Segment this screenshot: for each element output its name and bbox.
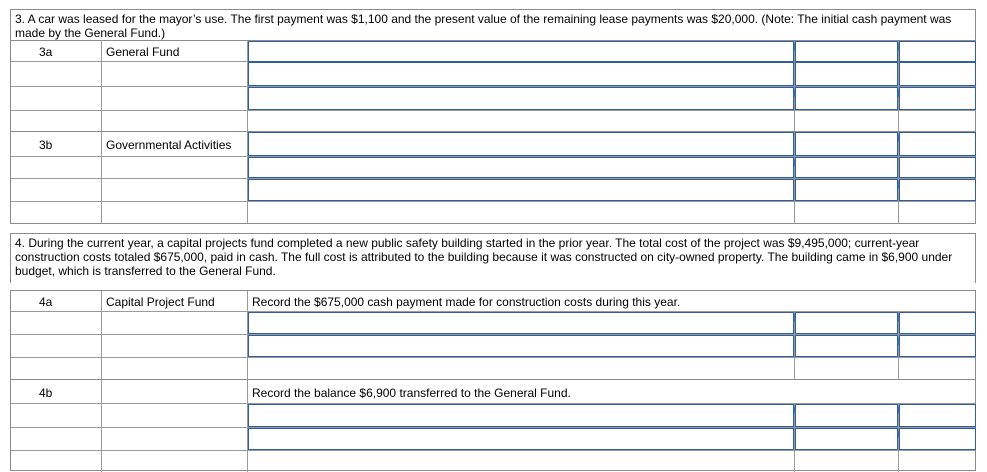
journal-block-4b [10,379,976,471]
fund-label-3b: Governmental Activities [106,138,232,152]
row-id-4a: 4a [39,295,53,309]
debit-input-3b-3[interactable] [795,179,898,201]
instruction-4a: Record the $675,000 cash payment made for construction costs during this year. [252,295,681,309]
account-input-3b-1[interactable] [248,132,794,156]
row-id-4b: 4b [39,386,53,400]
account-input-3b-2[interactable] [248,157,794,178]
account-input-3a-2[interactable] [248,62,794,86]
credit-input-3b-2[interactable] [899,157,976,178]
debit-input-4a-1[interactable] [795,312,898,334]
account-input-4b-2[interactable] [248,428,794,450]
credit-input-4a-2[interactable] [899,335,976,357]
journal-block-4a [10,290,976,380]
credit-input-3a-1[interactable] [899,41,976,62]
row-id-3a: 3a [39,45,53,59]
fund-label-4a: Capital Project Fund [106,295,215,309]
debit-input-3a-3[interactable] [795,87,898,110]
account-input-3a-1[interactable] [248,41,794,62]
account-input-4a-1[interactable] [248,312,794,334]
debit-input-3a-1[interactable] [795,41,898,62]
journal-block-3b [10,131,976,224]
instruction-4b: Record the balance $6,900 transferred to the General Fund. [252,386,571,400]
account-input-3a-3[interactable] [248,87,794,110]
credit-input-4b-2[interactable] [899,428,976,450]
fund-label-3a: General Fund [106,45,180,59]
account-input-4a-2[interactable] [248,335,794,357]
problem-4-text: 4. During the current year, a capital projects fund completed a new public safety building started in the prior year. The total cost of the project was $9,495,000; current-year construction costs totaled $675,000, paid in cash. The full cost is attributed to the building because it was constructed on city-owned property. The building came in $6,900 under budget, which is transferred to the General Fund. [10,233,976,283]
credit-input-3b-3[interactable] [899,179,976,201]
credit-input-4a-1[interactable] [899,312,976,334]
journal-block-3a [10,40,976,132]
debit-input-3b-1[interactable] [795,132,898,156]
problem-3-text: 3. A car was leased for the mayor’s use. The first payment was $1,100 and the present value of the remaining lease payments was $20,000. (Note: The initial cash payment was made by the General Fund.) [10,9,976,40]
account-input-3b-3[interactable] [248,179,794,201]
debit-input-4a-2[interactable] [795,335,898,357]
debit-input-4b-1[interactable] [795,404,898,427]
account-input-4b-1[interactable] [248,404,794,427]
debit-input-4b-2[interactable] [795,428,898,450]
credit-input-3a-3[interactable] [899,87,976,110]
credit-input-3b-1[interactable] [899,132,976,156]
credit-input-4b-1[interactable] [899,404,976,427]
credit-input-3a-2[interactable] [899,62,976,86]
debit-input-3a-2[interactable] [795,62,898,86]
debit-input-3b-2[interactable] [795,157,898,178]
row-id-3b: 3b [39,138,53,152]
